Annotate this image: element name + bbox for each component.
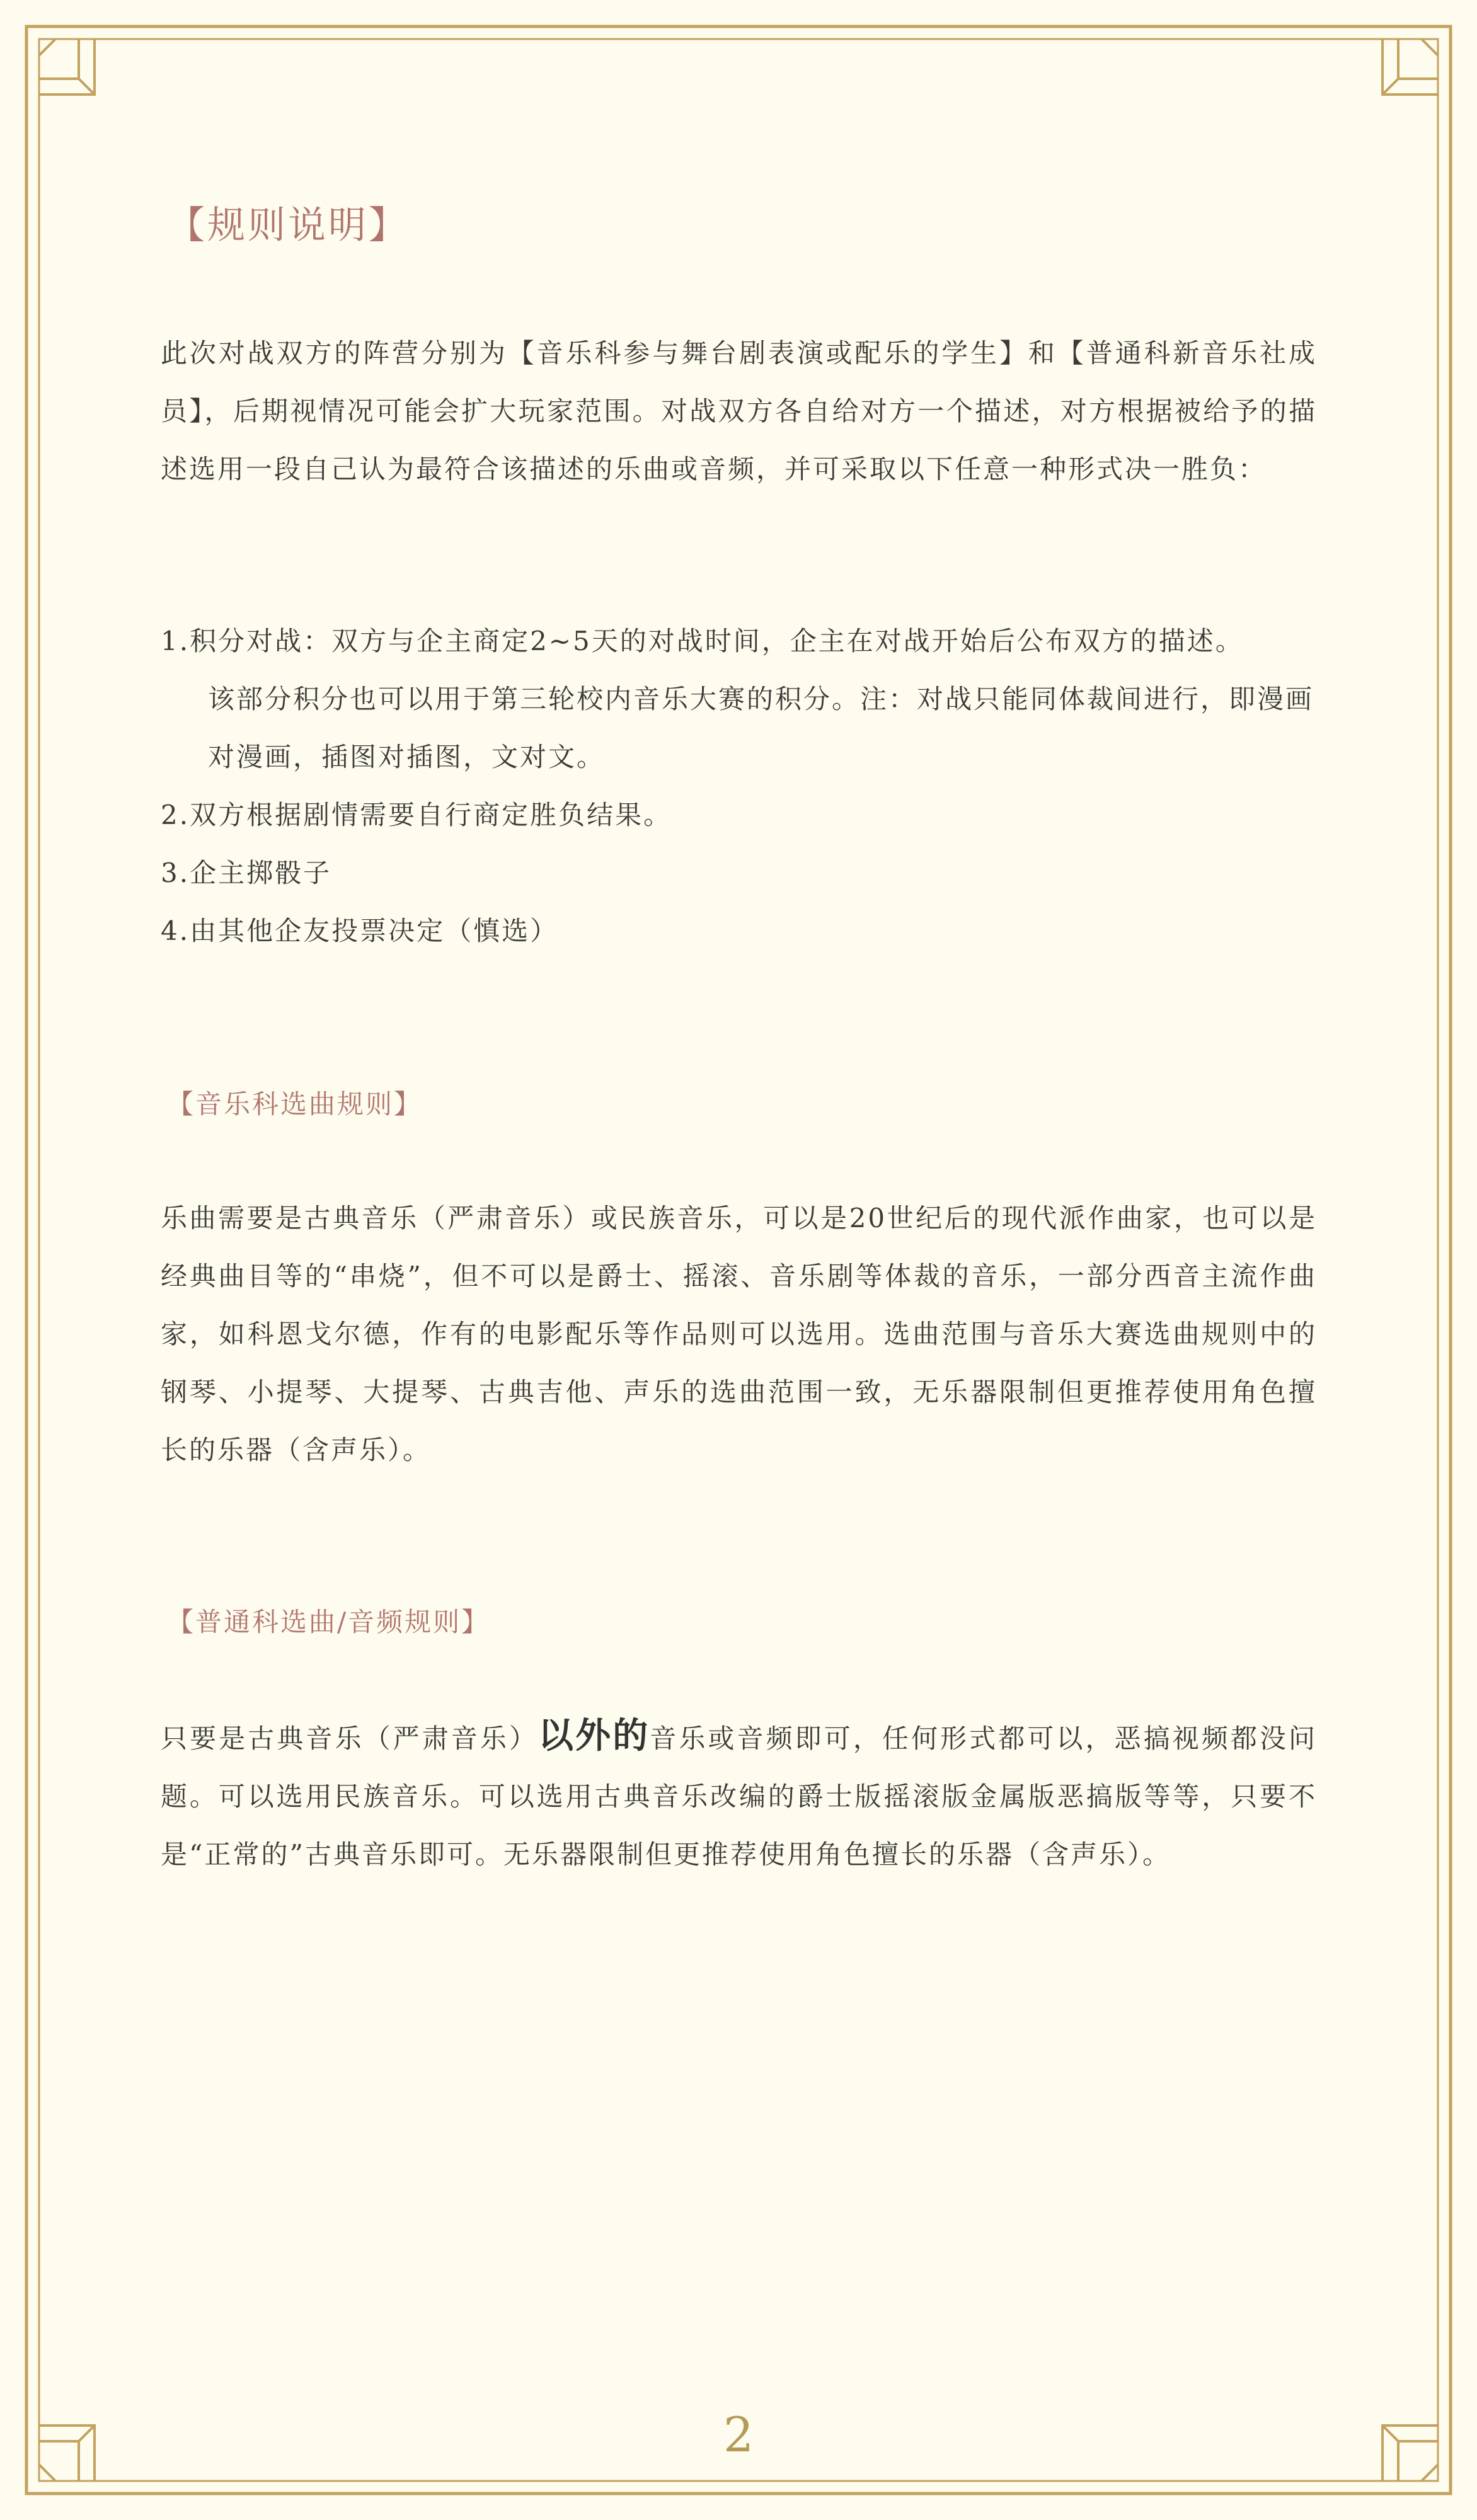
page-number: 2 <box>723 2407 754 2463</box>
corner-ornament-top-right <box>1382 39 1438 94</box>
general-body-emphasis: 以外的 <box>538 1715 650 1756</box>
rule-item-1-text: 1.积分对战：双方与企主商定2~5天的对战时间，企主在对战开始后公布双方的描述。 <box>161 626 1244 656</box>
rule-item-3: 3.企主掷骰子 <box>161 857 332 888</box>
intro-paragraph: 此次对战双方的阵营分别为【音乐科参与舞台剧表演或配乐的学生】和【普通科新音乐社成员】，后期视情况可能会扩大玩家范围。对战双方各自给对方一个描述，对方根据被给予的描述选用一段自己认为最符合该描述的乐曲或音频，并可采取以下任意一种形式决一胜负： <box>161 338 1317 484</box>
rule-item-4: 4.由其他企友投票决定（慎选） <box>161 915 559 946</box>
rule-item-1-continuation: 该部分积分也可以用于第三轮校内音乐大赛的积分。注：对战只能同体裁间进行，即漫画对漫画，插图对插图，文对文。 <box>208 684 1314 772</box>
page-title: 【规则说明】 <box>167 203 409 248</box>
music-section-body: 乐曲需要是古典音乐（严肃音乐）或民族音乐，可以是20世纪后的现代派作曲家，也可以是经典曲目等的“串烧”，但不可以是爵士、摇滚、音乐剧等体裁的音乐，一部分西音主流作曲家，如科恩戈尔德，作有的电影配乐等作品则可以选用。选曲范围与音乐大赛选曲规则中的钢琴、小提琴、大提琴、古典吉他、声乐的选曲范围一致，无乐器限制但更推荐使用角色擅长的乐器（含声乐）。 <box>161 1203 1317 1465</box>
general-body-before: 只要是古典音乐（严肃音乐） <box>161 1723 539 1754</box>
rule-item-1 <box>161 612 1317 786</box>
rule-item-2: 2.双方根据剧情需要自行商定胜负结果。 <box>161 799 672 830</box>
corner-ornament-top-left <box>39 39 95 94</box>
music-section-title: 【音乐科选曲规则】 <box>167 1089 423 1120</box>
general-section-title: 【普通科选曲/音频规则】 <box>167 1606 490 1637</box>
general-body-after: 音乐或音频即可，任何形式都可以，恶搞视频都没问题。可以选用民族音乐。可以选用古典音乐改编的爵士版摇滚版金属版恶搞版等等，只要不是“正常的”古典音乐即可。无乐器限制但更推荐使用角色擅长的乐器（含声乐）。 <box>161 1723 1317 1870</box>
general-section-body <box>161 1707 1317 1884</box>
